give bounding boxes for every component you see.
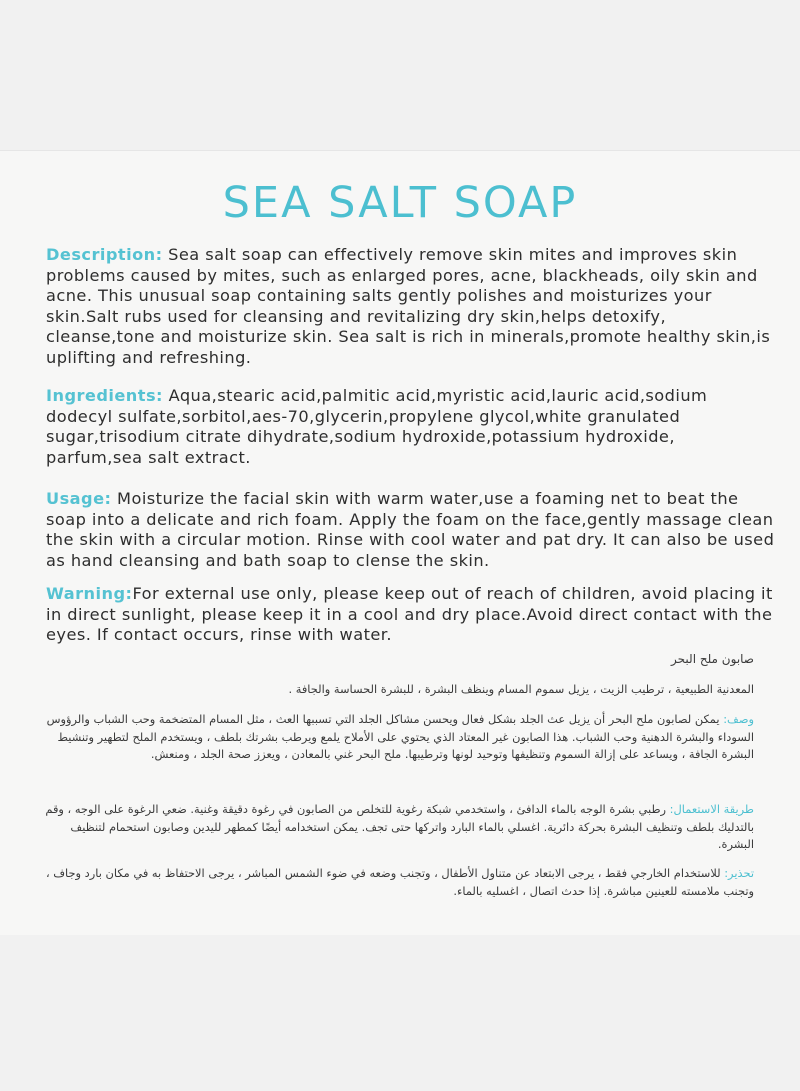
- description-text: Sea salt soap can effectively remove skin mites and improves skin problems caused by mites, such as enlarged pores, acne, blackheads, oily skin and acne. This unusual soap containing salts gently polishes and moisturizes your skin.Salt rubs used for cleansing and revitalizing dry skin,helps detoxify, cleanse,tone and moisturize skin. Sea salt is rich in minerals,promote healthy skin,is uplifting and refreshing.: [46, 245, 771, 367]
- arabic-title: صابون ملح البحر: [671, 652, 754, 666]
- ingredients-section: [46, 386, 776, 468]
- usage-text: Moisturize the facial skin with warm water,use a foaming net to beat the soap into a delicate and rich foam. Apply the foam on the face,gently massage clean the skin with a circular motion. Rinse with cool water and pat dry. It can also be used as hand cleansing and bath soap to clense the skin.: [46, 489, 775, 570]
- warning-section: [46, 584, 776, 646]
- usage-label: Usage:: [46, 489, 112, 508]
- arabic-description-text: يمكن لصابون ملح البحر أن يزيل عث الجلد بشكل فعال ويحسن مشاكل الجلد التي تسببها العث ، مثل المسام المتضخمة وحب الشباب والرؤوس السوداء والبشرة الدهنية وحب الشباب. هذا الصابون غير المعتاد الذي يحتوي على الأملاح يلمع ويرطب بشرتك بلطف ، ويستخدم الملح لتطهير وتنشيط البشرة الجافة ، ويساعد على إزالة السموم وتنظيفها وتوحيد لونها وترطيبها. ملح البحر غني بالمعادن ، ويعزز صحة الجلد ، ومنعش.: [46, 712, 754, 761]
- product-title: SEA SALT SOAP: [222, 178, 578, 228]
- arabic-usage-label: طريقة الاستعمال:: [669, 802, 754, 816]
- arabic-warning-section: [34, 865, 754, 900]
- description-label: Description:: [46, 245, 163, 264]
- arabic-intro: المعدنية الطبيعية ، ترطيب الزيت ، يزيل سموم المسام وينظف البشرة ، للبشرة الحساسة والجافة .: [288, 682, 754, 696]
- arabic-warning-text: للاستخدام الخارجي فقط ، يرجى الابتعاد عن متناول الأطفال ، وتجنب وضعه في ضوء الشمس المباشر ، يرجى الاحتفاظ به في مكان بارد وجاف ، وتجنب ملامسته للعينين مباشرة. إذا حدث اتصال ، اغسليه بالماء.: [45, 866, 754, 898]
- warning-text: For external use only, please keep out of reach of children, avoid placing it in direct sunlight, please keep it in a cool and dry place.Avoid direct contact with the eyes. If contact occurs, rinse with water.: [46, 584, 773, 644]
- ingredients-label: Ingredients:: [46, 386, 163, 405]
- description-section: [46, 245, 776, 368]
- usage-section: [46, 489, 776, 571]
- arabic-description-label: وصف:: [723, 712, 754, 726]
- arabic-warning-label: تحذير:: [724, 866, 754, 880]
- arabic-description-section: [34, 711, 754, 764]
- arabic-usage-text: رطبي بشرة الوجه بالماء الدافئ ، واستخدمي شبكة رغوية للتخلص من الصابون في رغوة دقيقة وغنية. ضعي الرغوة على الوجه ، وقم بالتدليك بلطف وتنظيف البشرة بحركة دائرية. اغسلي بالماء البارد واتركها حتى تجف. يمكن استخدامه أيضًا كمطهر لليدين وصابون استحمام لتنظيف البشرة.: [45, 802, 754, 851]
- background-top: [0, 0, 800, 150]
- ingredients-text: Aqua,stearic acid,palmitic acid,myristic acid,lauric acid,sodium dodecyl sulfate,sorbitol,aes-70,glycerin,propylene glycol,white granulated sugar,trisodium citrate dihydrate,sodium hydroxide,potassium hydroxide, parfum,sea salt extract.: [46, 386, 708, 467]
- warning-label: Warning:: [46, 584, 133, 603]
- background-bottom: [0, 935, 800, 1091]
- arabic-usage-section: [34, 801, 754, 854]
